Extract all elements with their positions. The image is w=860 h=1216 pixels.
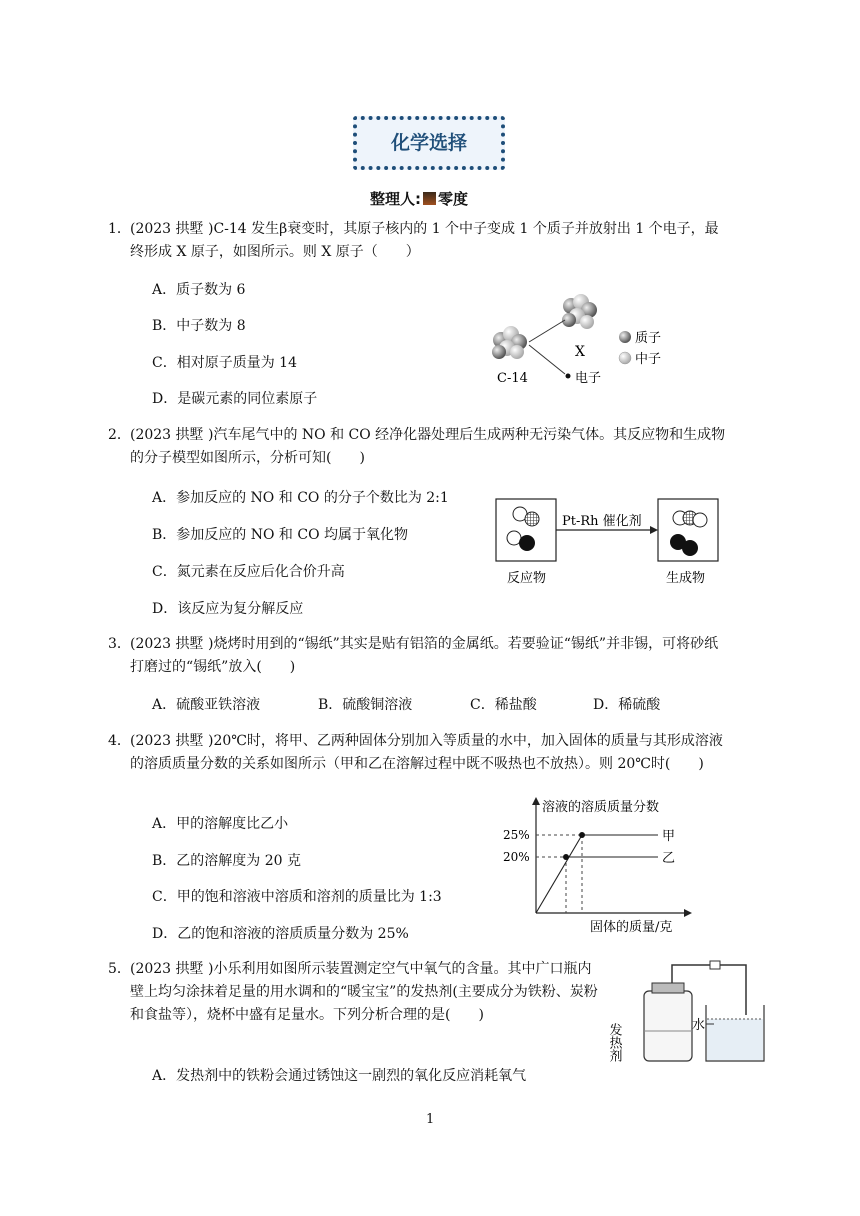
question-4 xyxy=(108,730,730,776)
option: A．质子数为 6 xyxy=(152,282,246,298)
option: D．稀硫酸 xyxy=(593,697,661,713)
option: D．是碳元素的同位素原子 xyxy=(152,391,318,407)
compiler-line xyxy=(370,188,468,209)
label-x: X xyxy=(575,344,585,360)
option: B．参加反应的 NO 和 CO 均属于氧化物 xyxy=(152,527,409,543)
question-number: 5． xyxy=(108,961,131,977)
reactant-box xyxy=(496,499,556,561)
c14-nucleus xyxy=(492,326,527,359)
label-electron: 电子 xyxy=(575,371,602,386)
question-stem: (2023 拱墅 )20℃时，将甲、乙两种固体分别加入等质量的水中，加入固体的质量与其形成溶液的溶质质量分数的关系如图所示（甲和乙在溶解过程中既不吸热也不放热）。则 20℃时( ) xyxy=(130,733,723,772)
x-nucleus xyxy=(562,294,597,329)
legend-neutron: 中子 xyxy=(635,352,662,367)
water-label: 水 xyxy=(692,1018,706,1033)
question-number: 2． xyxy=(108,427,131,443)
question-stem: (2023 拱墅 )小乐利用如图所示装置测定空气中氧气的含量。其中广口瓶内壁上均匀涂抹着足量的用水调和的“暖宝宝”的发热剂(主要成分为铁粉、炭粉和食盐等），烧杯中盛有足量水。下列分析合理的是( ) xyxy=(130,961,598,1023)
reaction-figure xyxy=(490,495,730,590)
compiler-label: 整理人: xyxy=(370,190,421,208)
x-axis-label: 固体的质量/克 xyxy=(590,920,673,935)
option: C．稀盐酸 xyxy=(470,697,537,713)
compiler-name: 零度 xyxy=(438,190,469,208)
option: B．硫酸铜溶液 xyxy=(318,697,413,713)
question-number: 1． xyxy=(108,221,131,237)
product-label: 生成物 xyxy=(666,571,706,586)
option: A．发热剂中的铁粉会通过锈蚀这一剧烈的氧化反应消耗氧气 xyxy=(152,1068,527,1084)
page-number: 1 xyxy=(426,1112,435,1127)
option: A．甲的溶解度比乙小 xyxy=(152,816,289,832)
option: D．该反应为复分解反应 xyxy=(152,601,304,617)
option: A．硫酸亚铁溶液 xyxy=(152,697,261,713)
wide-mouth-bottle xyxy=(644,991,692,1061)
question-1 xyxy=(108,218,730,264)
question-number: 4． xyxy=(108,733,131,749)
reagent-label: 发热剂 xyxy=(606,1023,622,1062)
beta-decay-figure xyxy=(485,290,685,390)
proton-legend-icon xyxy=(619,331,631,343)
option: C．氮元素在反应后化合价升高 xyxy=(152,564,345,580)
rising-line xyxy=(536,835,582,913)
electron-dot xyxy=(566,374,571,379)
question-stem: (2023 拱墅 )汽车尾气中的 NO 和 CO 经净化器处理后生成两种无污染气体。其反应物和生成物的分子模型如图所示，分析可知( ) xyxy=(130,427,726,466)
question-5 xyxy=(108,958,600,1027)
y-axis-label: 溶液的溶质质量分数 xyxy=(542,800,660,815)
y-tick-20: 20% xyxy=(503,850,530,864)
clamp xyxy=(710,961,720,969)
option: B．中子数为 8 xyxy=(152,318,246,334)
reactant-label: 反应物 xyxy=(507,571,547,586)
beaker-water xyxy=(707,1019,763,1060)
neutron-legend-icon xyxy=(619,352,631,364)
option: C．甲的饱和溶液中溶质和溶剂的质量比为 1:3 xyxy=(152,889,442,905)
compiler-avatar xyxy=(423,192,436,205)
question-3 xyxy=(108,633,730,679)
question-2 xyxy=(108,424,730,470)
solubility-chart xyxy=(498,795,698,935)
page-title: 化学选择 xyxy=(353,116,505,170)
question-stem: (2023 拱墅 )C-14 发生β衰变时，其原子核内的 1 个中子变成 1 个质子并放射出 1 个电子，最终形成 X 原子，如图所示。则 X 原子（ ） xyxy=(130,221,719,260)
series-jia-label: 甲 xyxy=(662,829,676,844)
option: A．参加反应的 NO 和 CO 的分子个数比为 2:1 xyxy=(152,490,449,506)
catalyst-label: Pt-Rh 催化剂 xyxy=(562,514,642,529)
y-tick-25: 25% xyxy=(503,828,530,842)
apparatus-figure xyxy=(606,957,770,1067)
option: C．相对原子质量为 14 xyxy=(152,355,297,371)
label-c14: C-14 xyxy=(497,371,528,386)
question-stem: (2023 拱墅 )烧烤时用到的“锡纸”其实是贴有铝箔的金属纸。若要验证“锡纸”并非锡，可将砂纸打磨过的“锡纸”放入( ) xyxy=(130,636,719,675)
bottle-stopper xyxy=(652,983,684,993)
question-number: 3． xyxy=(108,636,131,652)
legend-proton: 质子 xyxy=(635,331,662,346)
option: B．乙的溶解度为 20 克 xyxy=(152,853,302,869)
option: D．乙的饱和溶液的溶质质量分数为 25% xyxy=(152,926,409,942)
series-yi-label: 乙 xyxy=(662,851,676,866)
series-jia-point xyxy=(579,832,585,838)
series-yi-point xyxy=(563,854,569,860)
